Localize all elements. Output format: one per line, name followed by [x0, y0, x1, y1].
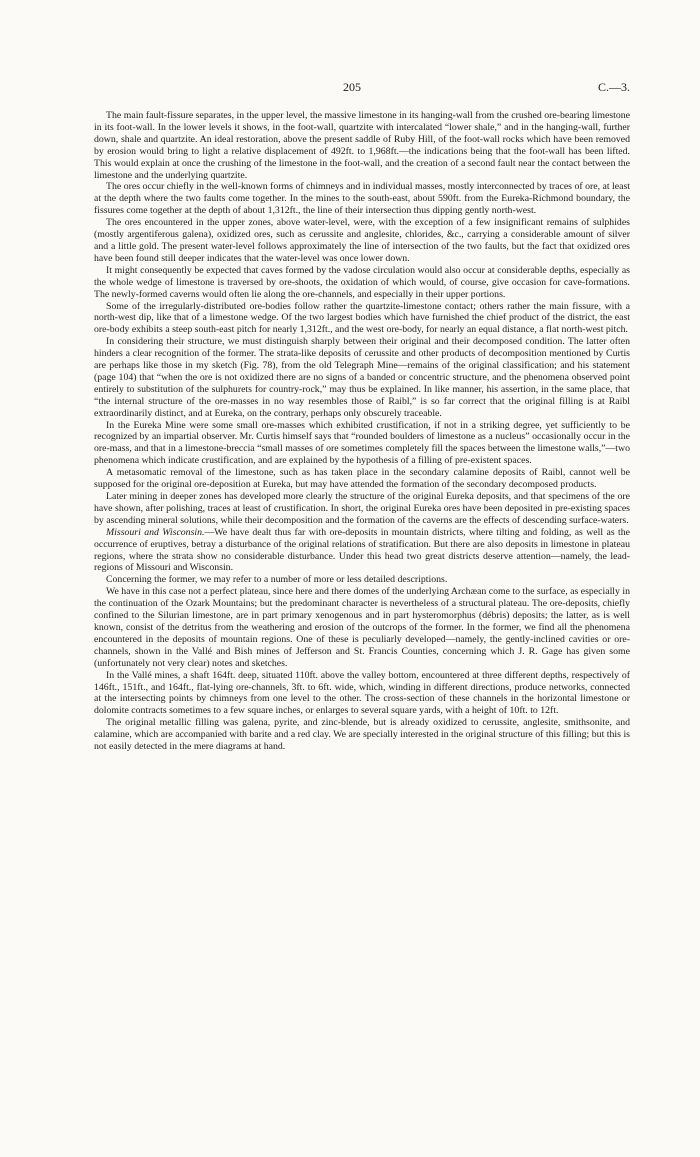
section-heading-missouri-wisconsin: Missouri and Wisconsin.: [106, 526, 205, 538]
paragraph-fault-fissure: The main fault-fissure separates, in the upper level, the massive limestone in its hanging-wall from the crushed ore-bearing limestone in its foot-wall. In the lower levels it shows, in the foot-wall, quartzite with intercalated “lower shale,” and in the hanging-wall, further down, shale and quartzite. An ideal restoration, above the present saddle of Ruby Hill, of the foot-wall rocks which have been removed by erosion would bring to light a relative displacement of 492ft. to 1,968ft.—the indications being that the foot-wall has been lifted. This would explain at once the crushing of the limestone in the foot-wall, and the creation of a second fault near the contact between the limestone and the underlying quartzite.: [94, 110, 630, 181]
paragraph-ore-bodies: Some of the irregularly-distributed ore-bodies follow rather the quartzite-limestone contact; others rather the main fissure, with a north-west dip, like that of a limestone wedge. Of the two largest bodies which have furnished the chief product of the district, the east ore-body exhibits a steep south-east pitch for nearly 1,312ft., and the west ore-body, for nearly an equal distance, a flat north-west pitch.: [94, 300, 630, 336]
page-header: [94, 80, 630, 96]
document-code: C.—3.: [597, 80, 630, 94]
document-body: [94, 110, 630, 753]
paragraph-caves: It might consequently be expected that caves formed by the vadose circulation would also occur at considerable depths, especially as the whole wedge of limestone is traversed by ore-shoots, the oxidation of which would, of course, give occasion for cave-formations. The newly-formed caverns would often lie along the ore-channels, and especially in their upper portions.: [94, 264, 630, 300]
paragraph-plateau: We have in this case not a perfect plateau, since here and there domes of the underlying Archæan come to the surface, as especially in the continuation of the Ozark Mountains; but the predominant character is nevertheless of a structural plateau. The ore-deposits, chiefly confined to the Silurian limestone, are in part primary xenogenous and in part hysteromorphus (débris) deposits; the latter, as is well known, consist of the detritus from the weathering and erosion of the outcrops of the former. In the former, we find all the phenomena encountered in the deposits of mountain regions. One of these is peculiarly developed—namely, the gently-inclined cavities or ore-channels, shown in the Vallé and Bish mines of Jefferson and St. Francis Counties, concerning which J. R. Gage has given some (unfortunately not very clear) notes and sketches.: [94, 586, 630, 669]
paragraph-missouri-wisconsin: Missouri and Wisconsin.—We have dealt thus far with ore-deposits in mountain districts, where tilting and folding, as well as the occurrence of eruptives, betray a disturbance of the original relations of stratification. But there are also deposits in limestone in plateau regions, where the strata show no considerable disturbance. Under this head two great districts deserve attention—namely, the lead-regions of Missouri and Wisconsin.: [94, 526, 630, 574]
paragraph-upper-zones: The ores encountered in the upper zones, above water-level, were, with the exception of a few insignificant remains of sulphides (mostly argentiferous galena), oxidized ores, such as cerussite and anglesite, chlorides, &c., carrying a considerable amount of silver and a little gold. The present water-level follows approximately the line of intersection of the two faults, but the fact that oxidized ores have been found still deeper indicates that the water-level was once lower down.: [94, 217, 630, 264]
paragraph-structure: In considering their structure, we must distinguish sharply between their original and their decomposed condition. The latter often hinders a clear recognition of the former. The strata-like deposits of cerussite and other products of decomposition mentioned by Curtis are perhaps like those in my sketch (Fig. 78), from the old Telegraph Mine—remains of the original classification; and his statement (page 104) that “when the ore is not oxidized there are no signs of a banded or concentric structure, and the phenomena observed point entirely to substitution of the sulphurets for country-rock,” may thus be explained. In like manner, his assertion, in the same place, that “the internal structure of the ore-masses in no way resembles those of Raibl,” is so far correct that the original filling is at Raibl extraordinarily distinct, and at Eureka, on the contrary, perhaps only obscurely traceable.: [94, 336, 630, 419]
paragraph-ore-occurrence: The ores occur chiefly in the well-known forms of chimneys and in individual masses, mostly interconnected by traces of ore, at least at the depth where the two faults come together. In the mines to the south-east, about 590ft. from the Eureka-Richmond boundary, the fissures come together at the depth of about 1,312ft., the line of their intersection thus dipping gently north-west.: [94, 181, 630, 217]
paragraph-valle-mines: In the Vallé mines, a shaft 164ft. deep, situated 110ft. above the valley bottom, encountered at three different depths, respectively of 146ft., 151ft., and 164ft., flat-lying ore-channels, 3ft. to 6ft. wide, which, winding in different directions, produce networks, connected at the intersecting points by chimneys from one level to the other. The cross-section of these channels in the horizontal limestone or dolomite contracts sometimes to a few square inches, or enlarges to several square yards, with a height of 10ft. to 12ft.: [94, 669, 630, 717]
paragraph-concerning: Concerning the former, we may refer to a number of more or less detailed descriptions.: [106, 574, 448, 586]
paragraph-eureka-mine: In the Eureka Mine were some small ore-masses which exhibited crustification, if not in a striking degree, yet sufficiently to be recognized by an impartial observer. Mr. Curtis himself says that “rounded boulders of limestone as a nucleus” occasionally occur in the ore-mass, and that in a limestone-breccia “small masses of ore sometimes completely fill the spaces between the limestone walls,”—two phenomena which indicate crustification, and are explained by the hypothesis of a filling of pre-existent spaces.: [94, 419, 630, 467]
paragraph-metasomatic: A metasomatic removal of the limestone, such as has taken place in the secondary calamine deposits of Raibl, cannot well be supposed for the original ore-deposition at Eureka, but may have attended the formation of the secondary decomposed products.: [94, 467, 630, 491]
paragraph-metallic-filling: The original metallic filling was galena, pyrite, and zinc-blende, but is already oxidized to cerussite, anglesite, smithsonite, and calamine, which are accompanied with barite and a red clay. We are specially interested in the original structure of this filling; but this is not easily detected in the mere diagrams at hand.: [94, 717, 630, 753]
paragraph-later-mining: Later mining in deeper zones has developed more clearly the structure of the original Eureka deposits, and that specimens of the ore have shown, after polishing, traces at least of crustification. In short, the original Eureka ores have been deposited in pre-existing spaces by ascending mineral solutions, while their decomposition and the formation of the caverns are the effects of descending surface-waters.: [94, 491, 630, 526]
page-number: 205: [343, 80, 361, 94]
